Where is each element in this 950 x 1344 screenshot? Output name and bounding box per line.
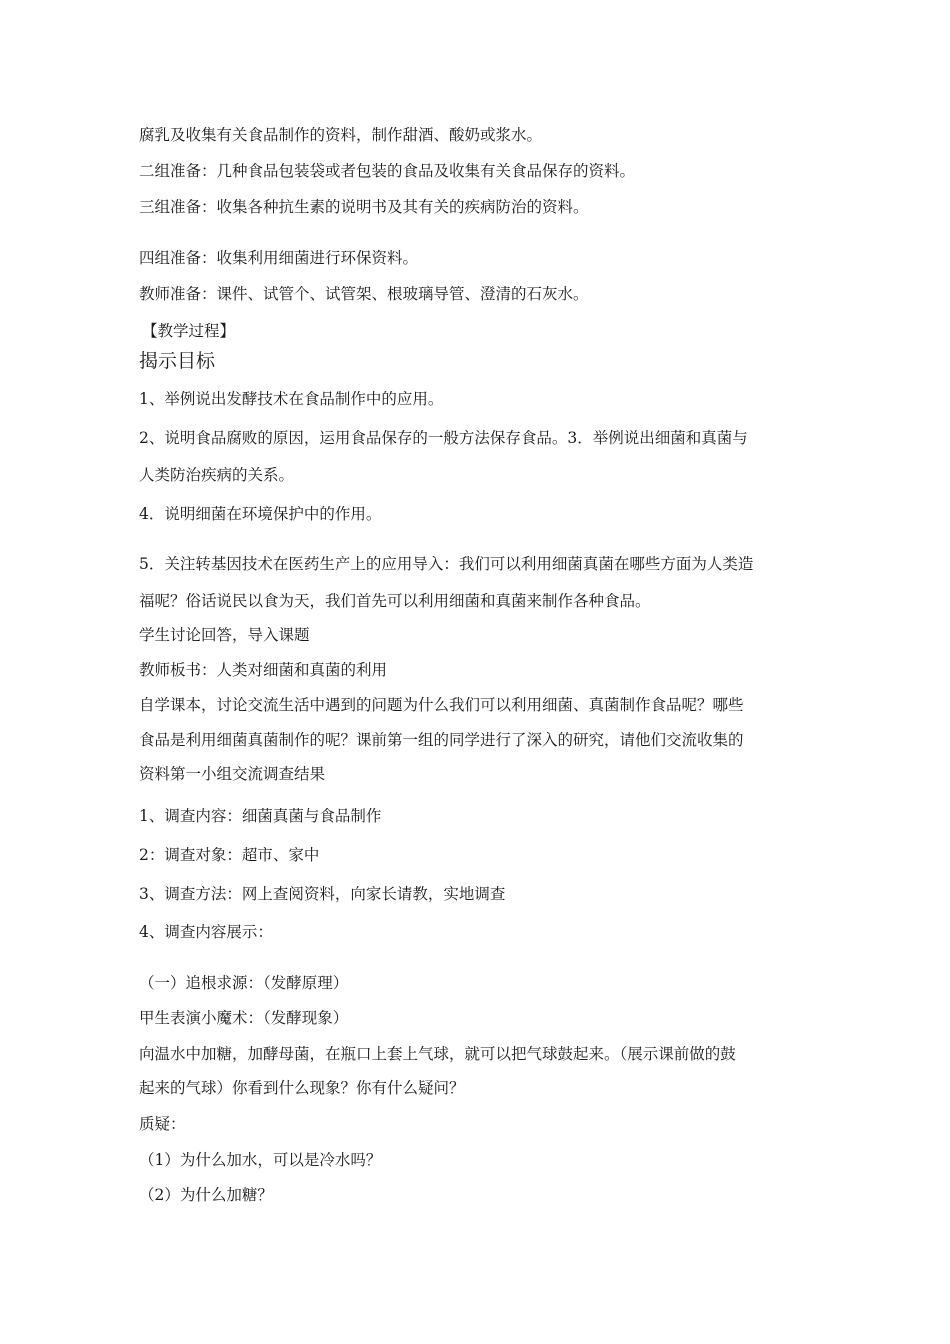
text-line: 1、调查内容：细菌真菌与食品制作 <box>139 807 382 825</box>
text-line: 教师准备：课件、试管个、试管架、根玻璃导管、澄清的石灰水。 <box>139 285 589 303</box>
text-line: 教师板书：人类对细菌和真菌的利用 <box>139 661 388 679</box>
text-line: 三组准备：收集各种抗生素的说明书及其有关的疾病防治的资料。 <box>139 198 589 216</box>
text-line: （1）为什么加水，可以是冷水吗？ <box>139 1151 382 1169</box>
text-line: （一）追根求源：（发酵原理） <box>139 974 349 992</box>
subsection-heading: 揭示目标 <box>139 350 216 372</box>
text-line: 2：调查对象：超市、家中 <box>139 846 320 864</box>
text-line: 学生讨论回答，导入课题 <box>139 626 310 644</box>
section-heading: 【教学过程】 <box>142 322 236 340</box>
text-line: 四组准备：收集利用细菌进行环保资料。 <box>139 249 419 267</box>
text-line: 自学课本，讨论交流生活中遇到的问题为什么我们可以利用细菌、真菌制作食品呢？哪些 <box>139 696 744 714</box>
text-line: 2、说明食品腐败的原因，运用食品保存的一般方法保存食品。3．举例说出细菌和真菌与 <box>139 429 748 447</box>
text-line: 向温水中加糖，加酵母菌，在瓶口上套上气球，就可以把气球鼓起来。（展示课前做的鼓 <box>139 1045 736 1063</box>
text-line: 1、举例说出发酵技术在食品制作中的应用。 <box>139 390 444 408</box>
text-line: 4．说明细菌在环境保护中的作用。 <box>139 505 382 523</box>
text-line: 5．关注转基因技术在医药生产上的应用导入：我们可以利用细菌真菌在哪些方面为人类造 <box>139 555 754 573</box>
text-line: 二组准备：几种食品包装袋或者包装的食品及收集有关食品保存的资料。 <box>139 162 636 180</box>
text-line: 起来的气球）你看到什么现象？你有什么疑问？ <box>139 1079 465 1097</box>
text-line: （2）为什么加糖？ <box>139 1186 273 1204</box>
text-line: 人类防治疾病的关系。 <box>139 466 295 484</box>
text-line: 甲生表演小魔术：（发酵现象） <box>139 1009 349 1027</box>
text-line: 3、调查方法：网上查阅资料，向家长请教，实地调查 <box>139 885 506 903</box>
text-line: 福呢？俗话说民以食为天，我们首先可以利用细菌和真菌来制作各种食品。 <box>139 592 651 610</box>
text-line: 质疑： <box>139 1115 186 1133</box>
text-line: 腐乳及收集有关食品制作的资料，制作甜酒、酸奶或浆水。 <box>139 126 543 144</box>
text-line: 食品是利用细菌真菌制作的呢？课前第一组的同学进行了深入的研究，请他们交流收集的 <box>139 731 744 749</box>
text-line: 4、调查内容展示： <box>139 923 273 941</box>
text-line: 资料第一小组交流调查结果 <box>139 765 326 783</box>
